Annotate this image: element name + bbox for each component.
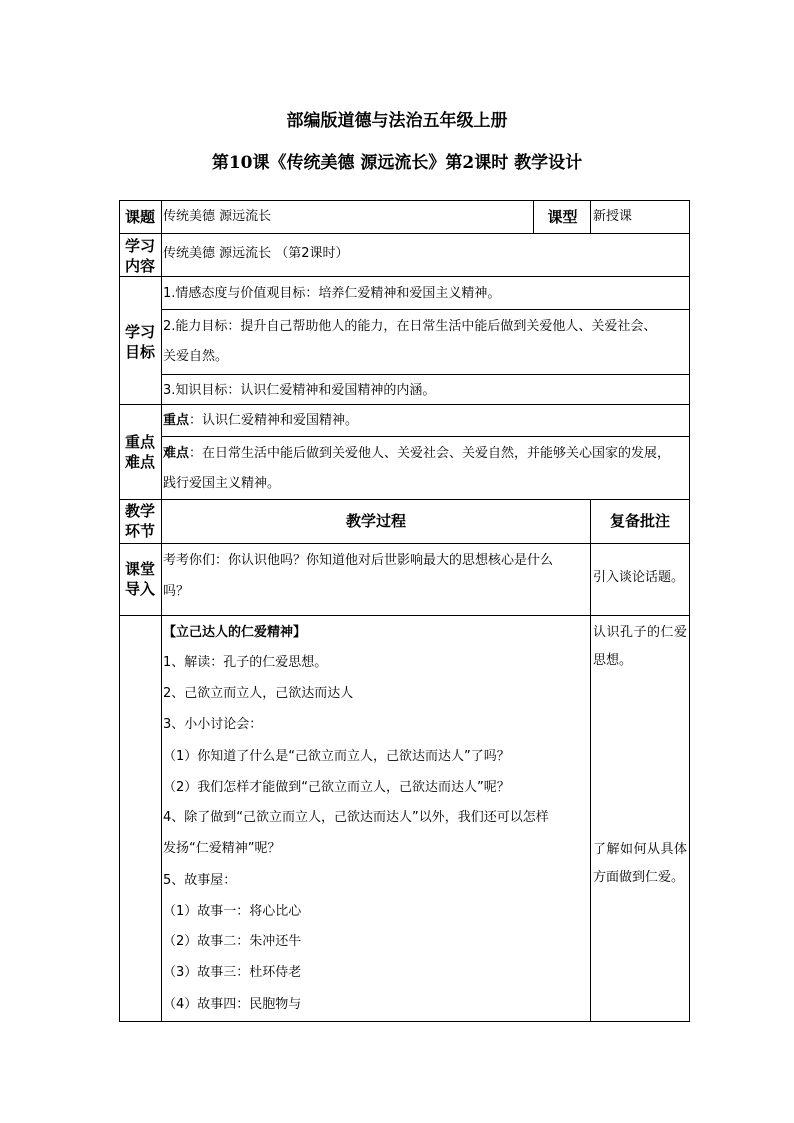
row-divider [119,615,690,616]
process-line: 4、除了做到“己欲立而立人，己欲达而达人”以外，我们还可以怎样 [163,810,549,825]
document-subtitle: 第10课《传统美德 源远流长》第2课时 教学设计 [211,153,583,173]
process-line: 2、己欲立而立人，己欲达而达人 [163,686,354,701]
lesson-type-value: 新授课 [593,209,633,224]
column-divider [161,200,162,1022]
row-divider [161,436,690,437]
goal-item: 3.知识目标：认识仁爱精神和爱国精神的内涵。 [163,383,436,398]
stage-label: 教学环节 [124,502,155,540]
row-divider [119,543,690,544]
process-line: （1）你知道了什么是“己欲立而立人，己欲达而达人”了吗？ [163,749,510,764]
goals-label: 学习目标 [124,323,155,361]
difficulty-prefix: 难点 [163,446,190,461]
key-point [163,406,358,436]
intro-text: 考考你们：你认识他吗？你知道他对后世影响最大的思想核心是什么 [163,553,554,568]
row-divider [161,374,690,375]
content-value: 传统美德 源远流长 （第2课时） [163,246,349,261]
process-line: （3）故事三：杜环侍老 [163,965,302,980]
row-divider [119,233,690,234]
topic-value: 传统美德 源远流长 [163,209,272,224]
goal-item: 关爱自然。 [163,349,229,364]
key-prefix: 重点 [163,413,190,428]
goal-item: 1.情感态度与价值观目标：培养仁爱精神和爱国主义精神。 [163,286,501,301]
intro-label: 课堂导入 [124,560,155,598]
topic-label: 课题 [124,208,155,226]
process-header: 教学过程 [345,512,406,530]
remarks-header: 复备批注 [609,512,670,530]
process-line: 5、故事屋： [163,873,237,888]
process-line: 发扬“仁爱精神”呢？ [163,841,281,856]
content-label: 学习内容 [124,237,155,275]
process-line: 1、解读：孔子的仁爱思想。 [163,655,328,670]
process-line: 3、小小讨论会： [163,717,263,732]
key-difficulty-label: 重点难点 [124,433,155,471]
table-border-top [119,200,690,201]
difficulty-point-cont: 践行爱国主义精神。 [163,476,281,491]
intro-remark: 引入谈论话题。 [593,570,685,585]
difficulty-point [163,439,670,469]
process-line: （2）我们怎样才能做到“己欲立而立人，己欲达而达人”呢？ [163,780,510,795]
process-line: （1）故事一：将心比心 [163,904,302,919]
process-remark: 认识孔子的仁爱思想。 [593,625,687,668]
column-divider [590,200,591,234]
key-text: ：认识仁爱精神和爱国精神。 [189,413,359,428]
process-line: （4）故事四：民胞物与 [163,997,302,1012]
row-divider [119,276,690,277]
row-divider [119,499,690,500]
lesson-type-label: 课型 [547,208,578,226]
section-heading: 【立己达人的仁爱精神】 [163,625,307,640]
table-border-right [689,200,690,1022]
row-divider [161,309,690,310]
column-divider [590,499,591,1022]
document-title: 部编版道德与法治五年级上册 [286,111,508,131]
process-line: （2）故事二：朱冲还牛 [163,934,302,949]
process-remark: 了解如何从具体方面做到仁爱。 [593,842,687,885]
table-border-bottom [119,1021,690,1022]
goal-item: 2.能力目标：提升自己帮助他人的能力，在日常生活中能后做到关爱他人、关爱社会、 [163,319,657,334]
difficulty-text: ：在日常生活中能后做到关爱他人、关爱社会、关爱自然，并能够关心国家的发展， [189,446,671,461]
column-divider [533,200,534,234]
intro-text-cont: 吗？ [163,584,190,599]
